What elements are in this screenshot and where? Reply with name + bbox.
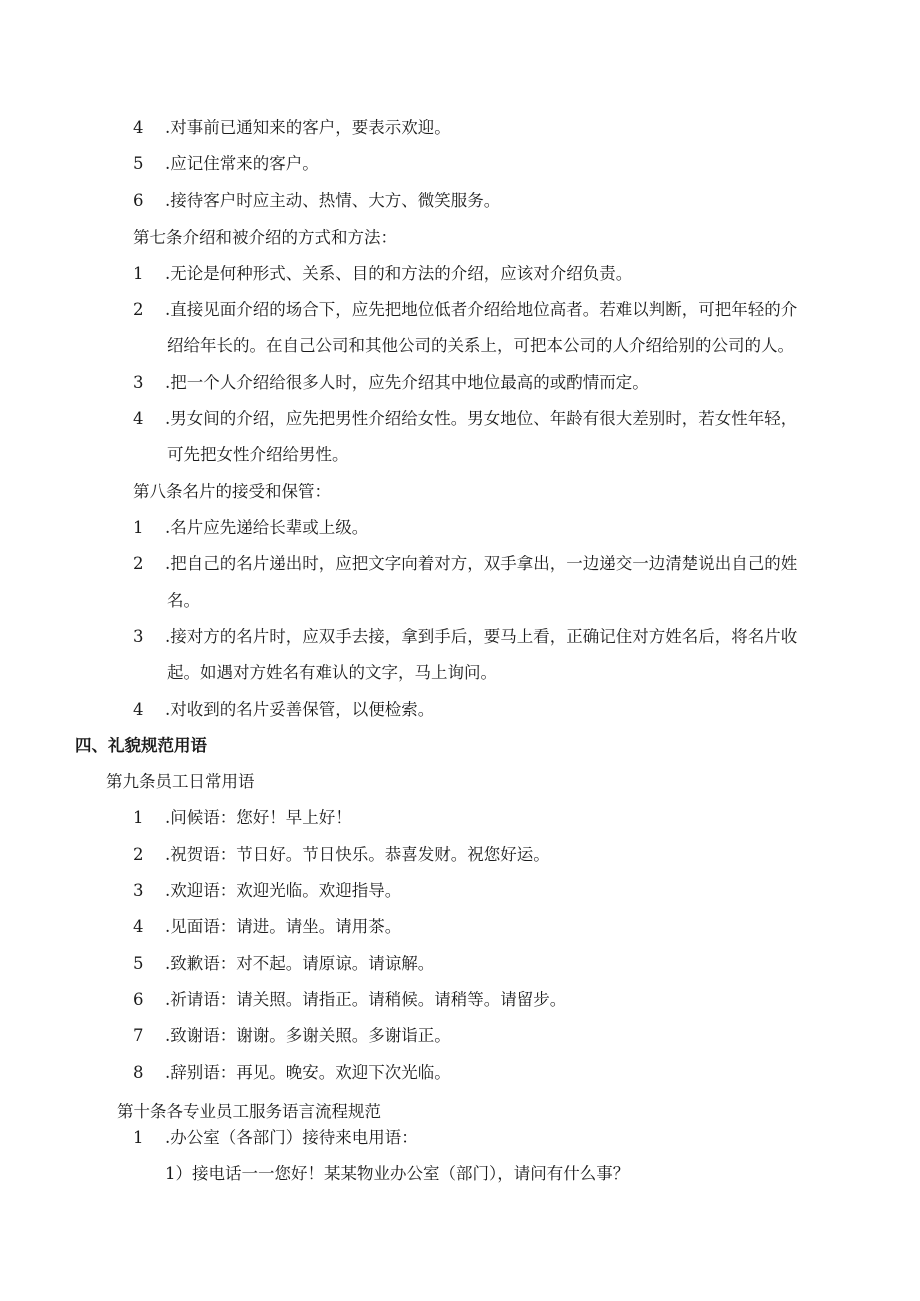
- list-item: [133, 117, 451, 139]
- list-item: [133, 517, 368, 539]
- item-text: .办公室（各部门）接待来电用语：: [165, 1128, 418, 1147]
- item-number: 2: [133, 554, 144, 573]
- item-text: .祝贺语：节日好。节日快乐。恭喜发财。祝您好运。: [165, 845, 550, 864]
- item-number: 4: [133, 700, 144, 719]
- item-text: .把自己的名片递出时，应把文字向着对方，双手拿出，一边递交一边清楚说出自己的姓: [165, 554, 798, 573]
- item-text: .致谢语：谢谢。多谢关照。多谢诣正。: [165, 1026, 451, 1045]
- section-heading: 第十条各专业员工服务语言流程规范: [117, 1102, 381, 1121]
- item-text: .问候语：您好！早上好！: [165, 808, 352, 827]
- list-item: [133, 880, 401, 902]
- section-heading: 第八条名片的接受和保管：: [133, 482, 331, 501]
- item-continuation: 起。如遇对方姓名有难认的文字，马上询问。: [167, 663, 497, 682]
- item-number: 1: [133, 518, 144, 537]
- item-number: 6: [133, 191, 144, 210]
- list-item: [133, 1062, 451, 1084]
- list-item: [133, 844, 550, 866]
- list-item: [133, 299, 797, 321]
- item-text: .男女间的介绍，应先把男性介绍给女性。男女地位、年龄有很大差别时，若女性年轻，: [165, 409, 798, 428]
- item-number: 3: [133, 627, 144, 646]
- item-number: 2: [133, 300, 144, 319]
- item-number: 5: [133, 954, 144, 973]
- item-text: .对收到的名片妥善保管，以便检索。: [165, 700, 435, 719]
- item-continuation: 可先把女性介绍给男性。: [167, 445, 349, 464]
- item-number: 5: [133, 154, 144, 173]
- list-item: [133, 1025, 451, 1047]
- item-number: 4: [133, 118, 144, 137]
- item-number: 3: [133, 881, 144, 900]
- item-text: .致歉语：对不起。请原谅。请谅解。: [165, 954, 435, 973]
- item-number: 7: [133, 1026, 144, 1045]
- item-number: 1: [133, 1128, 144, 1147]
- item-number: 1: [133, 808, 144, 827]
- list-item: [133, 153, 319, 175]
- item-number: 4: [133, 409, 144, 428]
- item-text: .见面语：请进。请坐。请用茶。: [165, 917, 402, 936]
- sub-item: 1）接电话一一您好！某某物业办公室（部门），请问有什么事？: [165, 1164, 630, 1183]
- item-number: 3: [133, 373, 144, 392]
- item-text: .欢迎语：欢迎光临。欢迎指导。: [165, 881, 402, 900]
- item-number: 2: [133, 845, 144, 864]
- item-text: .应记住常来的客户。: [165, 154, 319, 173]
- item-text: .接对方的名片时，应双手去接，拿到手后，要马上看，正确记住对方姓名后，将名片收: [165, 627, 798, 646]
- item-text: .无论是何种形式、关系、目的和方法的介绍，应该对介绍负责。: [165, 264, 633, 283]
- item-text: .祈请语：请关照。请指正。请稍候。请稍等。请留步。: [165, 990, 567, 1009]
- list-item: [133, 807, 352, 829]
- item-number: 4: [133, 917, 144, 936]
- section-heading: 第七条介绍和被介绍的方式和方法：: [133, 228, 397, 247]
- item-continuation: 绍给年长的。在自己公司和其他公司的关系上，可把本公司的人介绍给别的公司的人。: [167, 336, 794, 355]
- item-text: .辞别语：再见。晚安。欢迎下次光临。: [165, 1063, 451, 1082]
- item-number: 6: [133, 990, 144, 1009]
- list-item: [133, 626, 797, 648]
- list-item: [133, 1127, 418, 1149]
- item-number: 8: [133, 1063, 144, 1082]
- section-heading: 第九条员工日常用语: [106, 772, 255, 791]
- list-item: [133, 553, 797, 575]
- item-text: .直接见面介绍的场合下，应先把地位低者介绍给地位高者。若难以判断，可把年轻的介: [165, 300, 798, 319]
- item-text: .把一个人介绍给很多人时，应先介绍其中地位最高的或酌情而定。: [165, 373, 649, 392]
- item-continuation: 名。: [167, 591, 200, 610]
- item-text: .接待客户时应主动、热情、大方、微笑服务。: [165, 191, 501, 210]
- item-text: .对事前已通知来的客户，要表示欢迎。: [165, 118, 451, 137]
- list-item: [133, 916, 401, 938]
- list-item: [133, 953, 434, 975]
- item-number: 1: [133, 264, 144, 283]
- chapter-heading: 四、礼貌规范用语: [75, 736, 207, 755]
- list-item: [133, 372, 649, 394]
- list-item: [133, 989, 566, 1011]
- list-item: [133, 408, 797, 430]
- list-item: [133, 190, 500, 212]
- list-item: [133, 699, 434, 721]
- item-text: .名片应先递给长辈或上级。: [165, 518, 369, 537]
- list-item: [133, 263, 632, 285]
